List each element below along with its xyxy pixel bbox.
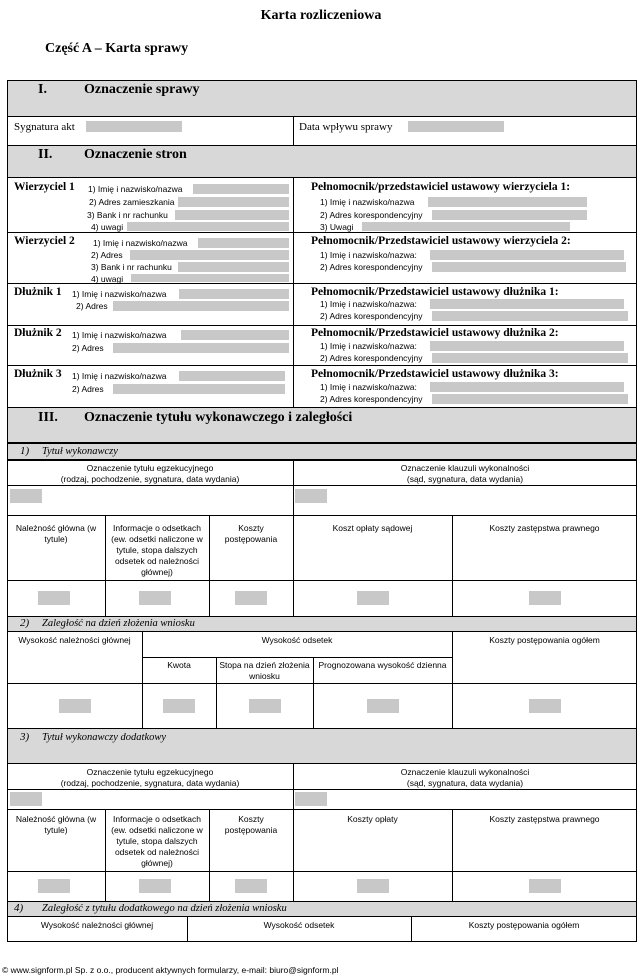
debtor-2-name: Dłużnik 2	[14, 327, 62, 339]
debtor-2-address-input[interactable]	[113, 343, 289, 353]
t1-clause-input[interactable]	[295, 489, 327, 503]
creditor-1-name: Wierzyciel 1	[14, 181, 75, 193]
t2-principal-input[interactable]	[59, 699, 91, 713]
attorney-creditor-1-field-address: 2) Adres korespondencyjny	[320, 210, 423, 220]
t3-fee-input[interactable]	[357, 879, 389, 893]
attorney-debtor-1-name-input[interactable]	[430, 299, 624, 309]
attorney-creditor-2-name-input[interactable]	[430, 250, 624, 260]
attorney-debtor-1-field-name: 1) Imię i nazwisko/nazwa:	[320, 299, 417, 309]
t4-total-costs-header: Koszty postępowania ogółem	[468, 920, 580, 930]
attorney-creditor-1-address-input[interactable]	[432, 210, 587, 220]
t2-rate-header: Stopa na dzień złożenia wniosku	[219, 660, 310, 681]
date-label: Data wpływu sprawy	[299, 121, 393, 133]
t3-principal-header: Należność główna (w tytule)	[15, 814, 97, 835]
attorney-creditor-2-field-address: 2) Adres korespondencyjny	[320, 262, 423, 272]
section-1-number: I.	[38, 82, 47, 97]
attorney-debtor-1: Pełnomocnik/Przedstawiciel ustawowy dłużnika 1:	[311, 286, 559, 298]
t1-legal-costs-input[interactable]	[529, 591, 561, 605]
creditor-2-field-bank: 3) Bank i nr rachunku	[91, 262, 172, 272]
attorney-debtor-1-field-address: 2) Adres korespondencyjny	[320, 311, 423, 321]
t1-costs-header: Koszty postępowania	[224, 523, 278, 544]
debtor-3-field-name: 1) Imię i nazwisko/nazwa	[72, 371, 167, 381]
t3-interest-header: Informacje o odsetkach (ew. odsetki naliczone w tytule, stopa dalszych odsetek od należności głównej)	[111, 814, 203, 868]
attorney-creditor-1-field-notes: 3) Uwagi	[320, 222, 354, 232]
attorney-debtor-2-name-input[interactable]	[430, 341, 624, 351]
section-1-title: Oznaczenie sprawy	[84, 82, 200, 97]
attorney-debtor-3-name-input[interactable]	[430, 382, 624, 392]
creditor-2-field-address: 2) Adres	[91, 250, 123, 260]
creditor-2-address-input[interactable]	[130, 250, 289, 260]
signature-input[interactable]	[86, 121, 182, 132]
creditor-2-notes-input[interactable]	[131, 274, 289, 282]
creditor-1-notes-input[interactable]	[127, 222, 289, 231]
attorney-creditor-2-field-name: 1) Imię i nazwisko/nazwa:	[320, 250, 417, 260]
creditor-2-field-notes: 4) uwagi	[91, 274, 124, 284]
t1-legal-costs-header: Koszty zastępstwa prawnego	[489, 523, 600, 533]
debtor-2-field-name: 1) Imię i nazwisko/nazwa	[72, 330, 167, 340]
attorney-creditor-1: Pełnomocnik/przedstawiciel ustawowy wierzyciela 1:	[311, 181, 571, 193]
attorney-creditor-1-field-name: 1) Imię i nazwisko/nazwa	[320, 197, 415, 207]
section-3-number: III.	[38, 410, 58, 425]
t3-title-label: Oznaczenie tytułu egzekucyjnego (rodzaj, pochodzenie, sygnatura, data wydania)	[60, 767, 240, 788]
t2-daily-input[interactable]	[367, 699, 399, 713]
attorney-debtor-2-address-input[interactable]	[432, 353, 628, 363]
t1-principal-input[interactable]	[38, 591, 70, 605]
t1-interest-header: Informacje o odsetkach (ew. odsetki naliczone w tytule, stopa dalszych odsetek od należności głównej)	[111, 523, 203, 577]
t3-costs-input[interactable]	[235, 879, 267, 893]
attorney-debtor-1-address-input[interactable]	[432, 311, 628, 321]
debtor-3-name: Dłużnik 3	[14, 368, 62, 380]
debtor-2-field-address: 2) Adres	[72, 343, 104, 353]
subsection-1-number: 1)	[20, 445, 30, 457]
document-subtitle: Część A – Karta sprawy	[45, 41, 189, 56]
attorney-debtor-3-address-input[interactable]	[432, 394, 628, 404]
attorney-debtor-2-field-address: 2) Adres korespondencyjny	[320, 353, 423, 363]
t1-costs-input[interactable]	[235, 591, 267, 605]
debtor-1-name: Dłużnik 1	[14, 286, 62, 298]
debtor-2-name-input[interactable]	[181, 330, 289, 340]
t1-clause-label: Oznaczenie klauzuli wykonalności (sąd, sygnatura, data wydania)	[400, 463, 530, 484]
t2-daily-header: Prognozowana wysokość dzienna	[318, 660, 447, 670]
t3-legal-costs-input[interactable]	[529, 879, 561, 893]
attorney-creditor-2: Pełnomocnik/Przedstawiciel ustawowy wierzyciela 2:	[311, 235, 571, 247]
t1-interest-input[interactable]	[139, 591, 171, 605]
signature-label: Sygnatura akt	[14, 121, 75, 133]
t4-principal-header: Wysokość należności głównej	[40, 920, 154, 930]
t1-court-fee-header: Koszt opłaty sądowej	[332, 523, 413, 533]
t2-rate-input[interactable]	[249, 699, 281, 713]
debtor-3-address-input[interactable]	[113, 384, 285, 394]
t1-court-fee-input[interactable]	[357, 591, 389, 605]
date-input[interactable]	[408, 121, 504, 132]
creditor-1-address-input[interactable]	[178, 197, 289, 207]
attorney-debtor-3-field-address: 2) Adres korespondencyjny	[320, 394, 423, 404]
debtor-1-address-input[interactable]	[113, 301, 289, 311]
creditor-1-field-notes: 4) uwagi	[91, 222, 124, 232]
creditor-1-field-address: 2) Adres zamieszkania	[89, 197, 175, 207]
attorney-creditor-2-address-input[interactable]	[432, 262, 626, 272]
t4-interest-header: Wysokość odsetek	[263, 920, 335, 930]
subsection-2-title: Zaległość na dzień złożenia wniosku	[42, 618, 195, 629]
t1-principal-header: Należność główna (w tytule)	[15, 523, 97, 544]
t3-title-input[interactable]	[10, 792, 42, 806]
document-title: Karta rozliczeniowa	[260, 8, 382, 23]
attorney-debtor-3: Pełnomocnik/Przedstawiciel ustawowy dłużnika 3:	[311, 368, 559, 380]
attorney-creditor-1-notes-input[interactable]	[362, 222, 570, 231]
debtor-3-field-address: 2) Adres	[72, 384, 104, 394]
t3-legal-costs-header: Koszty zastępstwa prawnego	[489, 814, 600, 824]
attorney-debtor-2-field-name: 1) Imię i nazwisko/nazwa:	[320, 341, 417, 351]
attorney-debtor-3-field-name: 1) Imię i nazwisko/nazwa:	[320, 382, 417, 392]
subsection-3-number: 3)	[20, 731, 30, 743]
t2-amount-input[interactable]	[163, 699, 195, 713]
creditor-2-bank-input[interactable]	[178, 262, 289, 272]
section-2-number: II.	[38, 147, 53, 162]
t2-total-costs-header: Koszty postępowania ogółem	[489, 635, 600, 645]
t1-title-label: Oznaczenie tytułu egzekucyjnego (rodzaj, pochodzenie, sygnatura, data wydania)	[60, 463, 240, 484]
t2-interest-header: Wysokość odsetek	[261, 635, 333, 645]
creditor-1-field-name: 1) Imię i nazwisko/nazwa	[88, 184, 183, 194]
debtor-1-name-input[interactable]	[179, 289, 289, 299]
debtor-1-field-name: 1) Imię i nazwisko/nazwa	[72, 289, 167, 299]
creditor-1-field-bank: 3) Bank i nr rachunku	[87, 210, 168, 220]
t3-clause-label: Oznaczenie klauzuli wykonalności (sąd, sygnatura, data wydania)	[400, 767, 530, 788]
t3-costs-header: Koszty postępowania	[224, 814, 278, 835]
subsection-4-number: 4)	[14, 902, 24, 914]
t3-interest-input[interactable]	[139, 879, 171, 893]
t2-principal-header: Wysokość należności głównej	[18, 635, 131, 645]
creditor-2-name-input[interactable]	[198, 238, 289, 248]
t1-title-input[interactable]	[10, 489, 42, 503]
section-2-title: Oznaczenie stron	[84, 147, 187, 162]
attorney-creditor-1-name-input[interactable]	[428, 197, 587, 207]
t2-total-costs-input[interactable]	[529, 699, 561, 713]
subsection-1-title: Tytuł wykonawczy	[42, 446, 118, 457]
creditor-2-name: Wierzyciel 2	[14, 235, 75, 247]
creditor-1-name-input[interactable]	[193, 184, 289, 194]
attorney-debtor-2: Pełnomocnik/Przedstawiciel ustawowy dłużnika 2:	[311, 327, 559, 339]
t3-principal-input[interactable]	[38, 879, 70, 893]
t3-clause-input[interactable]	[295, 792, 327, 806]
subsection-3-title: Tytuł wykonawczy dodatkowy	[42, 732, 167, 743]
section-3-title: Oznaczenie tytułu wykonawczego i zaległości	[84, 410, 353, 425]
t3-fee-header: Koszty opłaty	[347, 814, 398, 824]
footer: © www.signform.pl Sp. z o.o., producent aktywnych formularzy, e-mail: biuro@signform.pl	[2, 965, 339, 975]
subsection-2-number: 2)	[20, 617, 30, 629]
debtor-3-name-input[interactable]	[179, 371, 285, 381]
creditor-2-field-name: 1) Imię i nazwisko/nazwa	[93, 238, 188, 248]
debtor-1-field-address: 2) Adres	[76, 301, 108, 311]
creditor-1-bank-input[interactable]	[175, 210, 289, 220]
subsection-4-title: Zaległość z tytułu dodatkowego na dzień złożenia wniosku	[42, 903, 287, 914]
t2-amount-header: Kwota	[167, 660, 191, 670]
